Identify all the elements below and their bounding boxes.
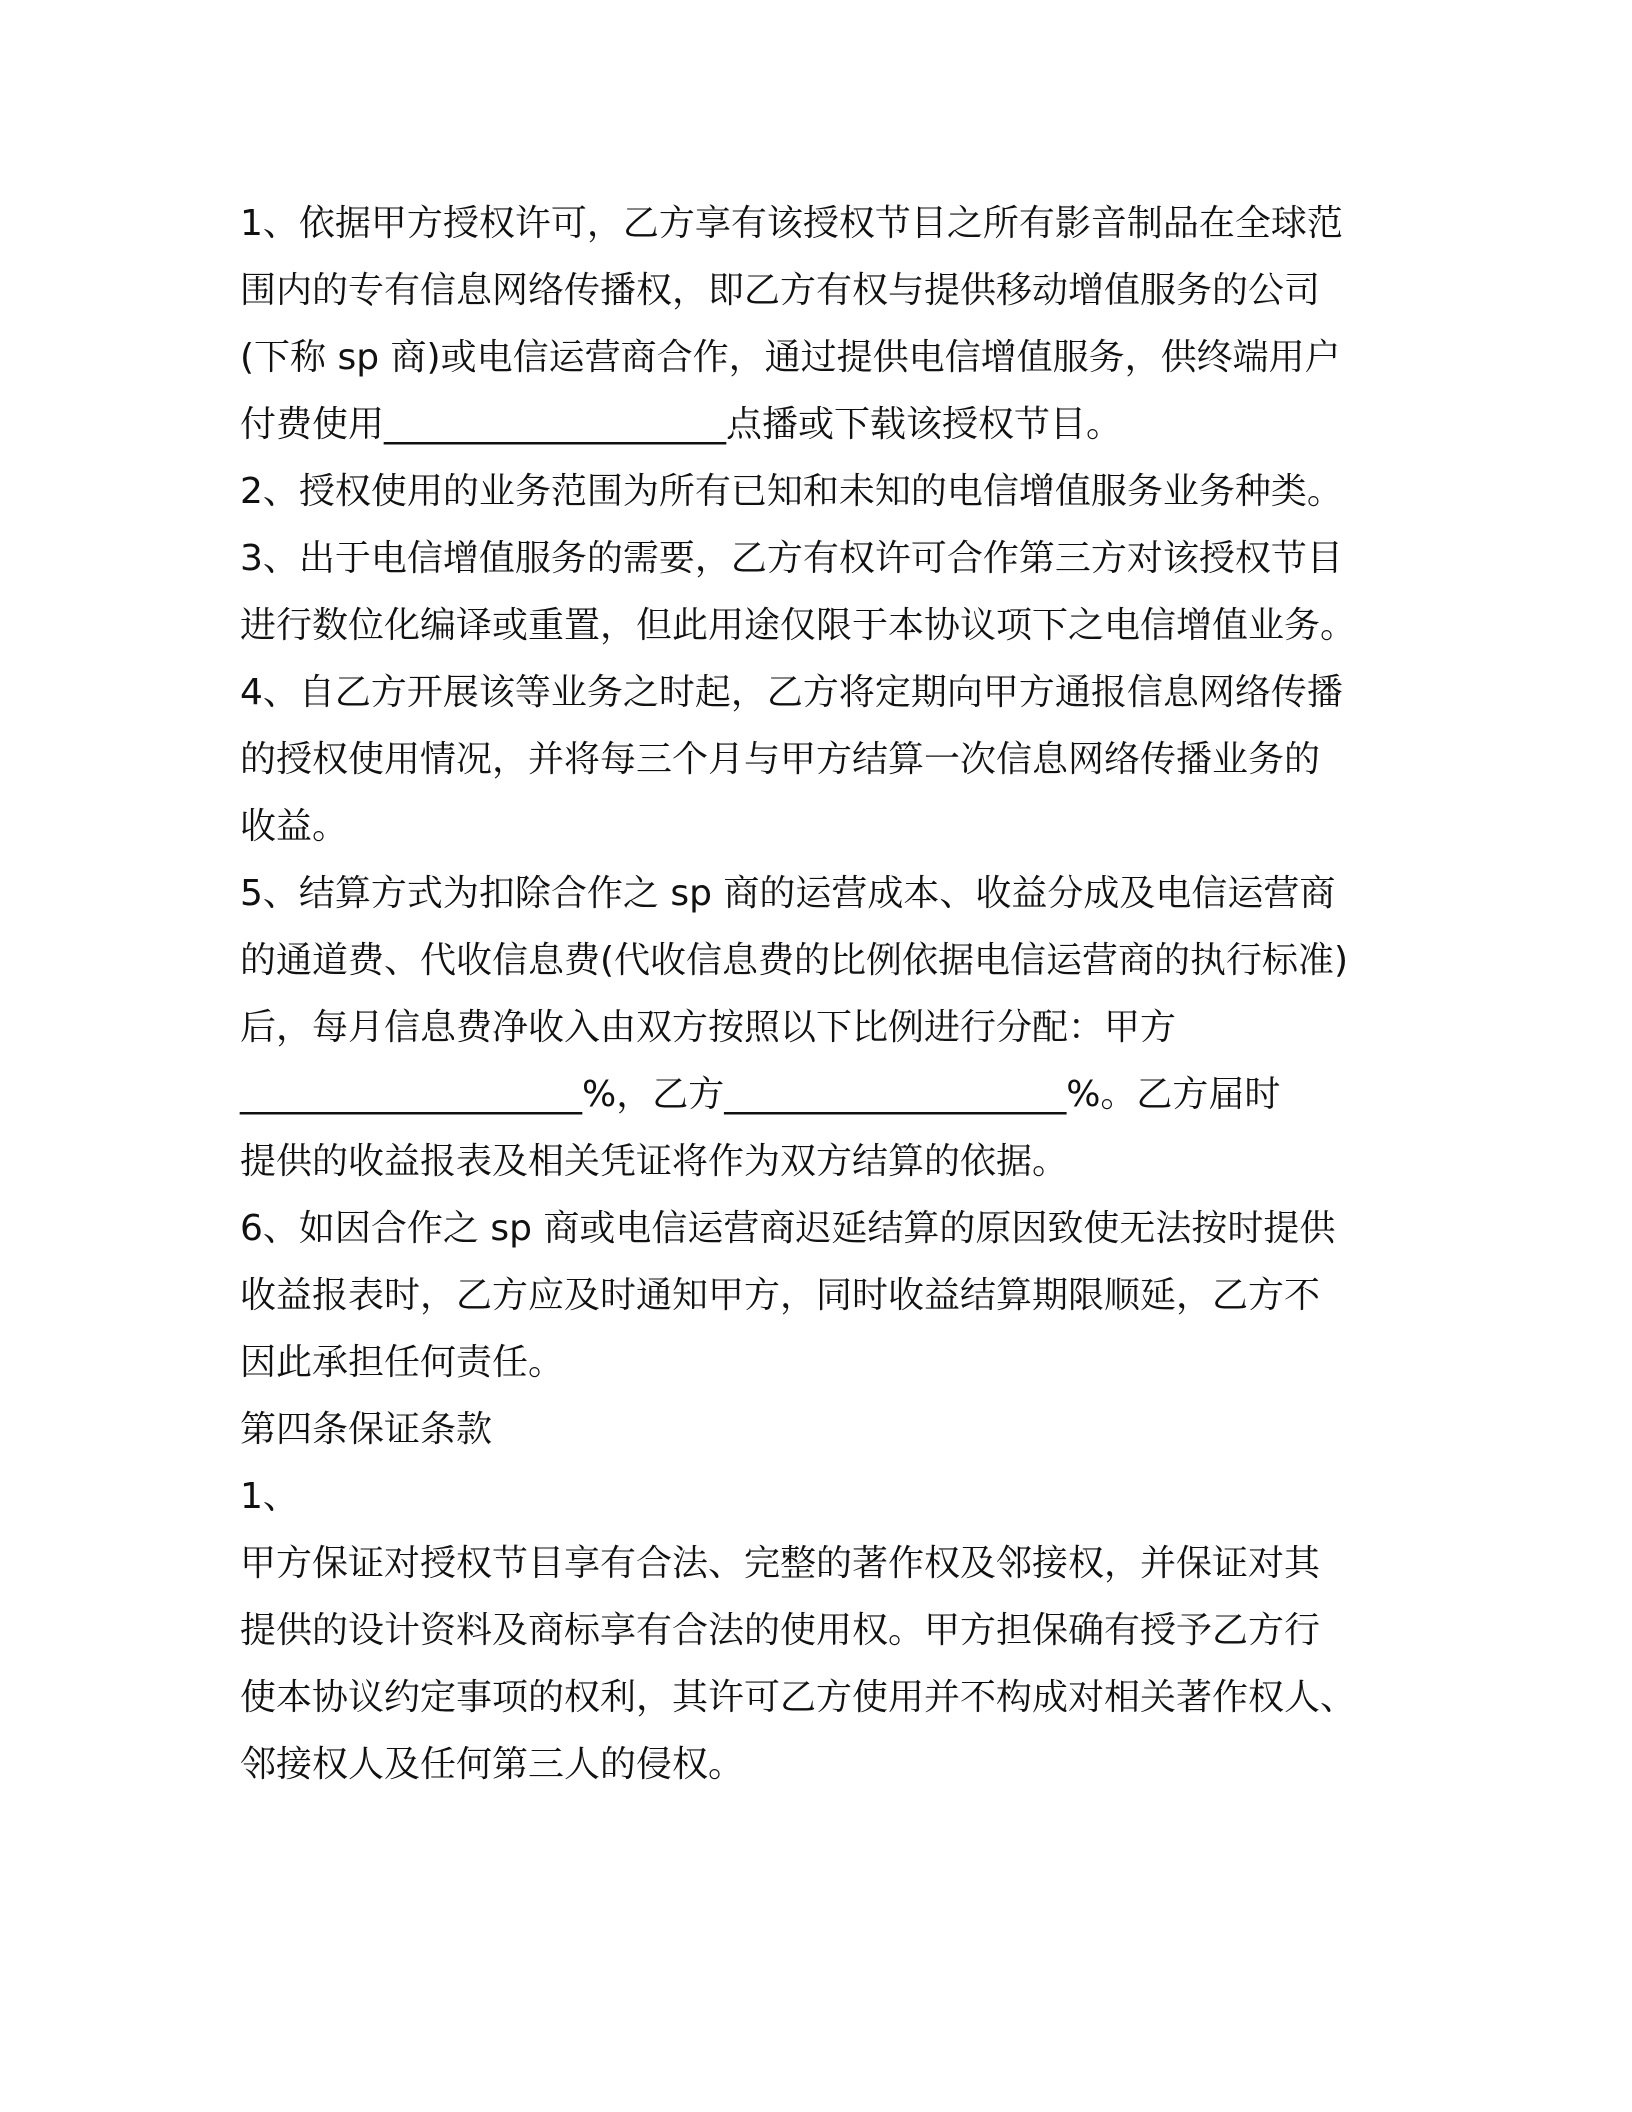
- text-line: 后，每月信息费净收入由双方按照以下比例进行分配：甲方: [240, 1007, 1177, 1048]
- text-line: 6、如因合作之 sp 商或电信运营商迟延结算的原因致使无法按时提供: [240, 1208, 1336, 1249]
- text-line: 进行数位化编译或重置，但此用途仅限于本协议项下之电信增值业务。: [240, 605, 1357, 646]
- text-line: 收益报表时，乙方应及时通知甲方，同时收益结算期限顺延，乙方不: [240, 1275, 1321, 1316]
- text-line: 收益。: [240, 806, 349, 847]
- text-line: 付费使用___________________点播或下载该授权节目。: [240, 404, 1123, 445]
- text-line: 3、出于电信增值服务的需要，乙方有权许可合作第三方对该授权节目: [240, 538, 1343, 579]
- text-line: 1、依据甲方授权许可，乙方享有该授权节目之所有影音制品在全球范: [240, 203, 1343, 244]
- text-line: 甲方保证对授权节目享有合法、完整的著作权及邻接权，并保证对其: [240, 1543, 1321, 1584]
- text-line: 5、结算方式为扣除合作之 sp 商的运营成本、收益分成及电信运营商: [240, 873, 1336, 914]
- text-line: 围内的专有信息网络传播权，即乙方有权与提供移动增值服务的公司: [240, 270, 1321, 311]
- text-line: 4、自乙方开展该等业务之时起，乙方将定期向甲方通报信息网络传播: [240, 672, 1343, 713]
- text-line: 提供的设计资料及商标享有合法的使用权。甲方担保确有授予乙方行: [240, 1610, 1321, 1651]
- text-line: 使本协议约定事项的权利，其许可乙方使用并不构成对相关著作权人、: [240, 1677, 1357, 1718]
- text-line: 因此承担任何责任。: [240, 1342, 565, 1383]
- section-heading: 第四条保证条款: [240, 1409, 493, 1450]
- text-line: 邻接权人及任何第三人的侵权。: [240, 1744, 745, 1785]
- document-body: [240, 190, 1410, 1798]
- text-line: 的授权使用情况，并将每三个月与甲方结算一次信息网络传播业务的: [240, 739, 1321, 780]
- text-line: (下称 sp 商)或电信运营商合作，通过提供电信增值服务，供终端用户: [240, 337, 1341, 378]
- text-line: 2、授权使用的业务范围为所有已知和未知的电信增值服务业务种类。: [240, 471, 1343, 512]
- text-line: 的通道费、代收信息费(代收信息费的比例依据电信运营商的执行标准): [240, 940, 1349, 981]
- text-line: 提供的收益报表及相关凭证将作为双方结算的依据。: [240, 1141, 1069, 1182]
- text-line: ___________________%，乙方___________________%。乙方届时: [240, 1074, 1281, 1115]
- text-line: 1、: [240, 1476, 299, 1517]
